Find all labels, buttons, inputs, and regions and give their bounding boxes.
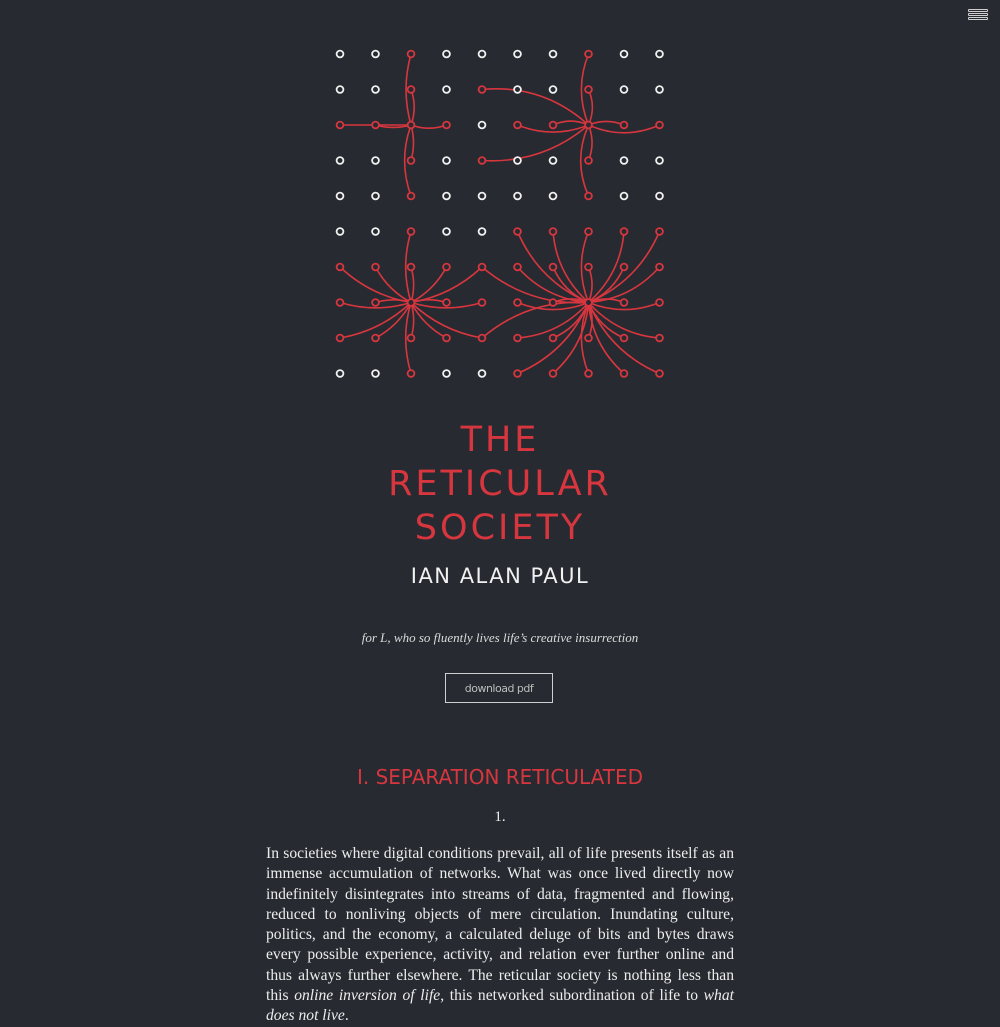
paragraph-number: 1.	[494, 809, 506, 825]
network-node	[656, 122, 663, 129]
network-node	[408, 335, 415, 342]
network-node	[585, 228, 592, 235]
network-node	[621, 157, 628, 164]
network-node	[337, 122, 344, 129]
network-node	[656, 335, 663, 342]
network-node	[479, 157, 486, 164]
network-connection	[411, 90, 414, 126]
network-node	[408, 122, 415, 129]
network-node	[372, 299, 379, 306]
hamburger-menu-icon[interactable]	[968, 9, 988, 25]
network-node	[479, 51, 486, 58]
network-node	[621, 193, 628, 200]
network-node	[443, 264, 450, 271]
network-node	[479, 299, 486, 306]
network-node	[372, 51, 379, 58]
network-node	[550, 122, 557, 129]
network-node	[372, 86, 379, 93]
network-node	[656, 193, 663, 200]
network-node	[514, 264, 521, 271]
network-connection	[411, 125, 413, 161]
network-node	[514, 86, 521, 93]
network-node	[550, 86, 557, 93]
network-node	[479, 335, 486, 342]
network-node	[621, 370, 628, 377]
network-nodes	[337, 51, 663, 377]
network-node	[514, 122, 521, 129]
network-connection	[589, 267, 593, 303]
network-node	[372, 264, 379, 271]
network-node	[479, 228, 486, 235]
network-connection	[589, 121, 625, 125]
network-node	[550, 370, 557, 377]
title-line-3: SOCIETY	[414, 508, 586, 548]
network-node	[408, 299, 415, 306]
network-node	[621, 228, 628, 235]
network-node	[408, 51, 415, 58]
network-node	[337, 299, 344, 306]
network-node	[656, 86, 663, 93]
network-node	[372, 228, 379, 235]
network-node	[479, 370, 486, 377]
download-pdf-button[interactable]: download pdf	[445, 673, 553, 703]
network-node	[337, 228, 344, 235]
network-node	[337, 193, 344, 200]
title-line-2: RETICULAR	[388, 464, 612, 504]
author-name: IAN ALAN PAUL	[410, 564, 590, 588]
network-node	[372, 157, 379, 164]
network-node	[621, 264, 628, 271]
network-node	[550, 228, 557, 235]
network-node	[337, 86, 344, 93]
network-node	[621, 86, 628, 93]
network-node	[585, 335, 592, 342]
network-node	[656, 228, 663, 235]
network-node	[585, 157, 592, 164]
network-node	[585, 299, 592, 306]
network-connection	[411, 267, 414, 303]
network-node	[550, 157, 557, 164]
network-node	[514, 370, 521, 377]
network-node	[656, 370, 663, 377]
network-node	[372, 193, 379, 200]
network-node	[408, 370, 415, 377]
network-node	[443, 51, 450, 58]
network-node	[408, 228, 415, 235]
network-node	[443, 193, 450, 200]
network-node	[443, 335, 450, 342]
network-connection	[482, 89, 589, 125]
network-connection	[340, 267, 411, 303]
network-connection	[411, 267, 447, 303]
emphasis-online-inversion: online inversion of life	[294, 987, 441, 1005]
title-line-1: THE	[460, 420, 540, 460]
network-node	[514, 299, 521, 306]
network-node	[443, 299, 450, 306]
network-node	[479, 86, 486, 93]
network-connection	[589, 90, 593, 126]
network-node	[656, 51, 663, 58]
paragraph-text-part-2: , this networked subordination of life to	[440, 987, 704, 1005]
network-node	[514, 157, 521, 164]
network-node	[656, 264, 663, 271]
network-node	[585, 51, 592, 58]
network-node	[514, 335, 521, 342]
network-node	[443, 370, 450, 377]
network-node	[656, 157, 663, 164]
network-node	[621, 122, 628, 129]
network-node	[372, 335, 379, 342]
network-node	[408, 264, 415, 271]
network-connection	[553, 121, 589, 125]
network-node	[443, 157, 450, 164]
emphasis-what-does-not-live: what does not live	[266, 987, 734, 1025]
network-node	[443, 86, 450, 93]
paragraph-text-part-3: .	[344, 1007, 349, 1025]
menu-bar-3	[968, 17, 988, 20]
network-node	[443, 228, 450, 235]
network-node	[372, 122, 379, 129]
menu-bar-1	[968, 9, 988, 12]
network-node	[479, 193, 486, 200]
network-node	[372, 370, 379, 377]
network-node	[514, 193, 521, 200]
book-title	[0, 418, 1000, 550]
network-node	[408, 86, 415, 93]
network-node	[479, 122, 486, 129]
network-node	[337, 370, 344, 377]
network-node	[514, 228, 521, 235]
section-heading: I. SEPARATION RETICULATED	[356, 765, 644, 789]
network-node	[550, 51, 557, 58]
network-connection	[411, 125, 447, 128]
network-node	[550, 335, 557, 342]
network-node	[585, 193, 592, 200]
network-node	[550, 264, 557, 271]
network-node	[550, 299, 557, 306]
paragraph-text	[266, 844, 734, 1027]
paragraph-text-part-1: In societies where digital conditions prevail, all of life presents itself as an immense accumulation of networks. What was once lived directly now indefinitely disintegrates into streams of data, fragmented and flowing, reduced to nonliving objects of mere circulation. Inundating culture, politics, and the economy, a calculated deluge of bits and bytes draws every possible experience, activity, and relation ever further online and thus always further elsewhere. The reticular society is nothing less than this	[266, 845, 734, 1005]
network-node	[585, 264, 592, 271]
network-node	[656, 299, 663, 306]
network-node	[408, 157, 415, 164]
network-node	[443, 122, 450, 129]
network-connection	[411, 267, 482, 303]
cover-network-graphic	[328, 42, 672, 384]
network-node	[621, 51, 628, 58]
network-node	[337, 264, 344, 271]
network-connection	[589, 125, 593, 161]
network-node	[621, 299, 628, 306]
menu-bar-2	[968, 13, 988, 16]
network-node	[337, 335, 344, 342]
network-node	[585, 370, 592, 377]
network-node	[550, 193, 557, 200]
network-node	[337, 157, 344, 164]
network-node	[585, 122, 592, 129]
dedication: for L, who so fluently lives life’s creative insurrection	[361, 630, 639, 645]
network-node	[621, 335, 628, 342]
network-node	[585, 86, 592, 93]
network-node	[408, 193, 415, 200]
network-lines	[340, 54, 660, 374]
network-node	[337, 51, 344, 58]
network-node	[479, 264, 486, 271]
network-node	[514, 51, 521, 58]
